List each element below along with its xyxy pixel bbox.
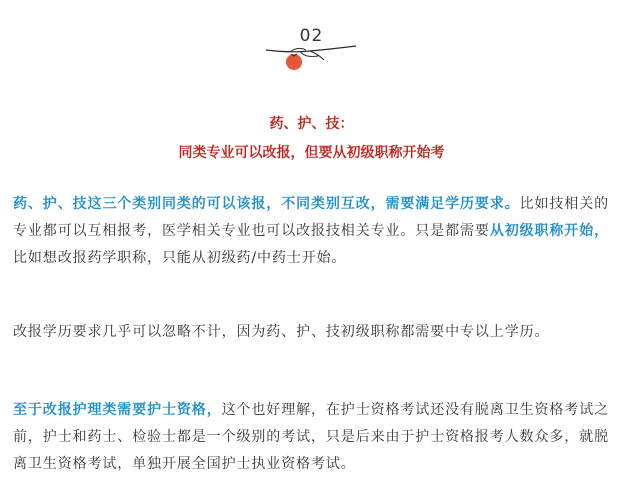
- body-text: 比如技相关的专业都可以互相报考，医学相关专业也可以改报技相关专业。只是都需要: [13, 196, 610, 239]
- persimmon-branch-icon: [260, 42, 360, 72]
- paragraph-nursing-qualification: [13, 397, 611, 478]
- section-number: 02: [299, 26, 324, 46]
- highlight-text: 从初级职称开始，: [489, 223, 610, 239]
- paragraph-cross-category: [13, 191, 611, 272]
- paragraph-education-requirement: [13, 319, 611, 346]
- section-heading-line1: 药、护、技：: [269, 116, 354, 132]
- highlight-text: 药、护、技这三个类别同类的可以该报，不同类别互改，需要满足学历要求。: [13, 196, 520, 212]
- body-text: 比如想改报药学职称，只能从初级药/中药士开始。: [13, 250, 347, 266]
- body-text: 这个也好理解，在护士资格考试还没有脱离卫生资格考试之前，护士和药士、检验士都是一个级别的考试，只是后来由于护士资格报考人数众多，就脱离卫生资格考试，单独开展全国护士执业资格考试。: [13, 402, 610, 472]
- highlight-text: 至于改报护理类需要护士资格，: [13, 402, 222, 418]
- section-number-ornament: [0, 20, 623, 80]
- section-heading-line2: 同类专业可以改报，但要从初级职称开始考: [178, 145, 445, 161]
- body-text: 改报学历要求几乎可以忽略不计，因为药、护、技初级职称都需要中专以上学历。: [13, 324, 550, 340]
